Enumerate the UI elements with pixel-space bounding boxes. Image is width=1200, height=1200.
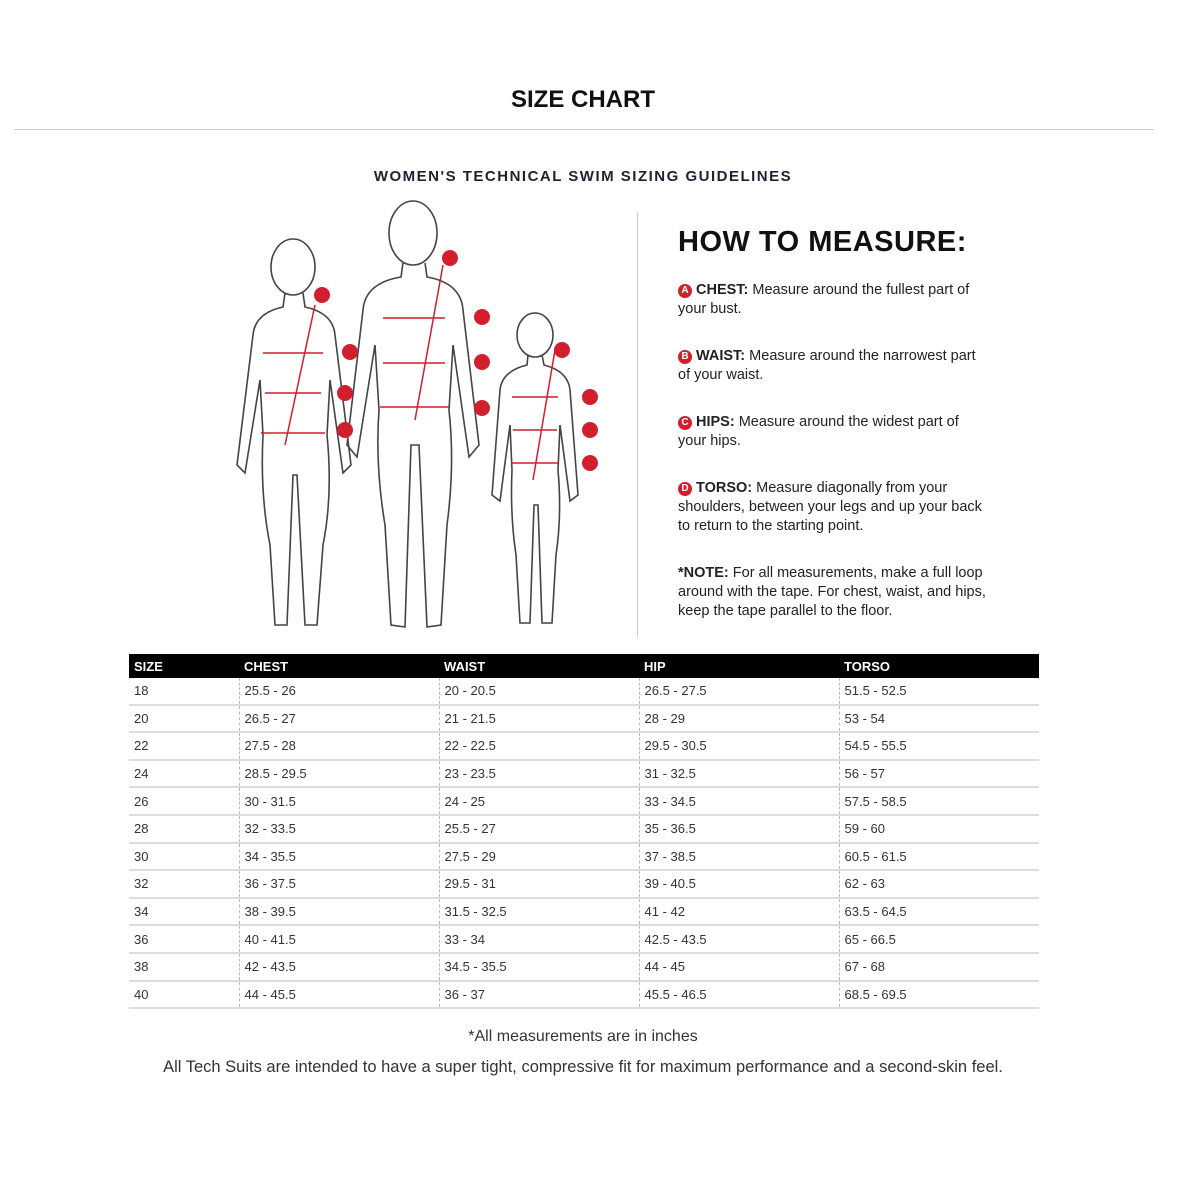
table-cell: 36 (129, 925, 239, 953)
table-cell: 68.5 - 69.5 (839, 981, 1039, 1009)
column-header: HIP (639, 654, 839, 678)
table-cell: 32 (129, 870, 239, 898)
table-cell: 20 (129, 705, 239, 733)
table-cell: 26 (129, 787, 239, 815)
table-row (129, 870, 1039, 898)
table-cell: 34 - 35.5 (239, 843, 439, 871)
table-cell: 26.5 - 27 (239, 705, 439, 733)
table-cell: 36 - 37 (439, 981, 639, 1009)
table-cell: 29.5 - 31 (439, 870, 639, 898)
table-cell: 45.5 - 46.5 (639, 981, 839, 1009)
table-cell: 27.5 - 29 (439, 843, 639, 871)
table-cell: 42 - 43.5 (239, 953, 439, 981)
badge-d-icon: D (678, 482, 692, 496)
size-table (129, 654, 1039, 1009)
divider (14, 129, 1154, 130)
table-cell: 67 - 68 (839, 953, 1039, 981)
table-cell: 57.5 - 58.5 (839, 787, 1039, 815)
table-cell: 22 (129, 732, 239, 760)
table-cell: 36 - 37.5 (239, 870, 439, 898)
table-cell: 33 - 34.5 (639, 787, 839, 815)
table-cell: 42.5 - 43.5 (639, 925, 839, 953)
how-to-measure-heading: HOW TO MEASURE: (678, 226, 967, 258)
table-cell: 41 - 42 (639, 898, 839, 926)
table-cell: 63.5 - 64.5 (839, 898, 1039, 926)
instruction-text: Measure around the widest part of your hips. (678, 414, 959, 449)
table-cell: 24 (129, 760, 239, 788)
instruction-chest (678, 281, 988, 319)
table-cell: 31.5 - 32.5 (439, 898, 639, 926)
table-cell: 35 - 36.5 (639, 815, 839, 843)
badge-b-icon: B (678, 350, 692, 364)
footnote: *All measurements are in inches (468, 1028, 698, 1045)
table-cell: 65 - 66.5 (839, 925, 1039, 953)
note (678, 564, 988, 621)
instruction-label: CHEST: (696, 282, 749, 298)
page-title: SIZE CHART (511, 86, 655, 113)
table-row (129, 898, 1039, 926)
table-cell: 21 - 21.5 (439, 705, 639, 733)
instruction-text: Measure diagonally from your shoulders, between your legs and up your back to return to the starting point. (678, 480, 982, 534)
table-cell: 44 - 45.5 (239, 981, 439, 1009)
table-cell: 30 - 31.5 (239, 787, 439, 815)
column-header: SIZE (129, 654, 239, 678)
table-cell: 25.5 - 26 (239, 678, 439, 705)
table-cell: 60.5 - 61.5 (839, 843, 1039, 871)
table-cell: 54.5 - 55.5 (839, 732, 1039, 760)
table-cell: 59 - 60 (839, 815, 1039, 843)
table-cell: 38 - 39.5 (239, 898, 439, 926)
table-cell: 38 (129, 953, 239, 981)
vertical-divider (637, 212, 638, 637)
table-cell: 39 - 40.5 (639, 870, 839, 898)
instruction-torso (678, 479, 988, 536)
table-row (129, 787, 1039, 815)
subtitle: WOMEN'S TECHNICAL SWIM SIZING GUIDELINES (373, 168, 793, 185)
disclaimer: All Tech Suits are intended to have a super tight, compressive fit for maximum performance and a second-skin feel. (163, 1058, 1003, 1076)
table-cell: 51.5 - 52.5 (839, 678, 1039, 705)
table-cell: 56 - 57 (839, 760, 1039, 788)
table-cell: 40 - 41.5 (239, 925, 439, 953)
table-cell: 26.5 - 27.5 (639, 678, 839, 705)
table-cell: 27.5 - 28 (239, 732, 439, 760)
note-label: *NOTE: (678, 565, 729, 581)
table-row (129, 760, 1039, 788)
table-cell: 25.5 - 27 (439, 815, 639, 843)
badge-c-icon: C (678, 416, 692, 430)
table-cell: 29.5 - 30.5 (639, 732, 839, 760)
table-cell: 28 - 29 (639, 705, 839, 733)
table-cell: 23 - 23.5 (439, 760, 639, 788)
table-row (129, 925, 1039, 953)
badge-a-icon: A (678, 284, 692, 298)
table-cell: 18 (129, 678, 239, 705)
table-cell: 62 - 63 (839, 870, 1039, 898)
table-row (129, 815, 1039, 843)
column-header: CHEST (239, 654, 439, 678)
column-header: TORSO (839, 654, 1039, 678)
table-cell: 44 - 45 (639, 953, 839, 981)
table-cell: 28 (129, 815, 239, 843)
instruction-text: Measure around the fullest part of your bust. (678, 282, 970, 317)
instruction-waist (678, 347, 988, 385)
instruction-label: TORSO: (696, 480, 753, 496)
table-cell: 40 (129, 981, 239, 1009)
table-cell: 20 - 20.5 (439, 678, 639, 705)
table-cell: 28.5 - 29.5 (239, 760, 439, 788)
table-cell: 37 - 38.5 (639, 843, 839, 871)
table-cell: 24 - 25 (439, 787, 639, 815)
female-figure (237, 239, 351, 625)
table-row (129, 953, 1039, 981)
table-row (129, 678, 1039, 705)
table-cell: 22 - 22.5 (439, 732, 639, 760)
tall-figure (347, 201, 479, 627)
how-to-measure-panel (678, 226, 988, 649)
instruction-label: WAIST: (696, 348, 746, 364)
table-row (129, 843, 1039, 871)
table-cell: 32 - 33.5 (239, 815, 439, 843)
table-row (129, 705, 1039, 733)
table-row (129, 732, 1039, 760)
column-header: WAIST (439, 654, 639, 678)
instruction-text: Measure around the narrowest part of your waist. (678, 348, 976, 383)
table-cell: 53 - 54 (839, 705, 1039, 733)
table-cell: 31 - 32.5 (639, 760, 839, 788)
body-measurement-illustration (215, 195, 615, 645)
instruction-label: HIPS: (696, 414, 735, 430)
instruction-hips (678, 413, 988, 451)
table-row (129, 981, 1039, 1009)
table-cell: 34 (129, 898, 239, 926)
table-cell: 34.5 - 35.5 (439, 953, 639, 981)
note-text: For all measurements, make a full loop around with the tape. For chest, waist, and hips, keep the tape parallel to the floor. (678, 565, 986, 619)
table-cell: 33 - 34 (439, 925, 639, 953)
table-cell: 30 (129, 843, 239, 871)
